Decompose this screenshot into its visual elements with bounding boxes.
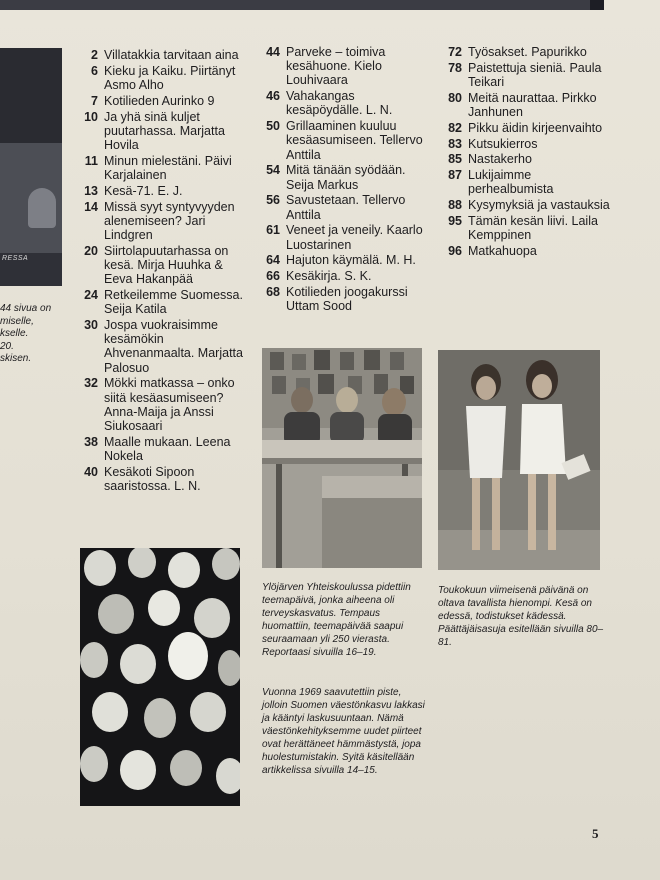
toc-title: Kesäkirja. S. K.	[286, 269, 372, 284]
toc-page-number: 40	[84, 464, 98, 479]
toc-page-number: 82	[448, 120, 462, 135]
toc-page-number: 78	[448, 60, 462, 75]
toc-entry	[72, 244, 252, 287]
toc-entry	[436, 91, 616, 119]
toc-title: Ja yhä sinä kuljet puutarhassa. Marjatta Hovila	[104, 109, 225, 152]
toc-page-number: 85	[448, 152, 462, 167]
toc-entry	[254, 119, 424, 162]
toc-page-number: 54	[266, 163, 280, 178]
toc-title: Kesä-71. E. J.	[104, 183, 183, 198]
toc-entry	[72, 48, 252, 62]
toc-title: Tämän kesän liivi. Laila Kemppinen	[468, 213, 598, 243]
classroom-photo-image	[262, 348, 422, 568]
toc-page-number: 95	[448, 213, 462, 228]
toc-title: Lukijaimme perhealbumista	[468, 168, 554, 197]
toc-title: Kesäkoti Sipoon saaristossa. L. N.	[104, 464, 201, 494]
toc-page-number: 30	[84, 318, 98, 332]
toc-entry	[72, 318, 252, 375]
toc-title: Pikku äidin kirjeenvaihto	[468, 120, 603, 135]
graduation-dress-photo	[438, 350, 600, 570]
toc-entry	[436, 244, 616, 258]
toc-title: Kutsukierros	[468, 136, 538, 151]
toc-title: Kotilieden joogakurssi Uttam Sood	[286, 285, 408, 314]
toc-column-1	[72, 48, 252, 495]
toc-title: Veneet ja veneily. Kaarlo Luostarinen	[286, 223, 423, 252]
toc-entry	[436, 61, 616, 89]
toc-title: Minun mielestäni. Päivi Karjalainen	[104, 153, 232, 182]
toc-page-number: 7	[91, 93, 98, 108]
classroom-caption: Ylöjärven Yhteiskoulussa pidettiin teemapäivä, jonka aiheena oli terveyskasvatus. Tempaus huomattiin, teemapäivää saapui seuraamaan yli 250 vierasta. Reportaasi sivuilla 16–19.	[262, 582, 411, 658]
toc-entry	[254, 269, 424, 283]
toc-title: Kieku ja Kaiku. Piirtänyt Asmo Alho	[104, 63, 236, 92]
toc-entry	[72, 288, 252, 316]
toc-page-number: 38	[84, 434, 98, 449]
toc-page-number: 64	[266, 253, 280, 268]
classroom-photo	[262, 348, 422, 568]
toc-title: Paistettuja sieniä. Paula Teikari	[468, 60, 602, 89]
toc-page-number: 68	[266, 285, 280, 299]
toc-entry	[72, 376, 252, 433]
toc-page-number: 46	[266, 89, 280, 104]
toc-page-number: 56	[266, 193, 280, 208]
graduation-caption: Toukokuun viimeisenä päivänä on oltava tavallista hienompi. Kesä on edessä, todistukset kädessä. Päättäjäisasuja esitellään sivuilla 80–81.	[438, 585, 604, 648]
toc-entry	[436, 137, 616, 151]
toc-entry	[254, 223, 424, 251]
toc-title: Kysymyksiä ja vastauksia	[468, 198, 610, 213]
toc-page-number: 83	[448, 136, 462, 151]
toc-page-number: 80	[448, 90, 462, 105]
top-band-end	[590, 0, 604, 10]
toc-page-number: 88	[448, 198, 462, 213]
toc-entry	[72, 110, 252, 153]
left-photo-figure	[28, 188, 56, 228]
toc-entry	[72, 94, 252, 108]
crowd-photo	[80, 548, 240, 806]
toc-entry	[254, 163, 424, 191]
toc-title: Mökki matkassa – onko siitä kesäasumiseen? Anna-Maija ja Anssi Siukosaari	[104, 376, 235, 434]
toc-page-number: 61	[266, 223, 280, 238]
toc-page-number: 2	[91, 48, 98, 62]
toc-page-number: 6	[91, 63, 98, 78]
toc-entry	[72, 465, 252, 493]
toc-page-number: 66	[266, 269, 280, 284]
toc-title: Matkahuopa	[468, 243, 537, 258]
toc-title: Jospa vuokraisimme kesämökin Ahvenanmaalta. Marjatta Palosuo	[104, 318, 243, 375]
toc-entry	[436, 121, 616, 135]
toc-title: Hajuton käymälä. M. H.	[286, 253, 416, 268]
toc-page-number: 20	[84, 243, 98, 258]
toc-entry	[72, 64, 252, 92]
top-color-band	[0, 0, 600, 10]
toc-column-3	[436, 45, 616, 260]
toc-title: Työsakset. Papurikko	[468, 45, 587, 59]
toc-page-number: 14	[84, 199, 98, 214]
toc-title: Siirtolapuutarhassa on kesä. Mirja Huuhka & Eeva Hakanpää	[104, 243, 229, 287]
toc-entry	[436, 214, 616, 242]
left-photo-label: RESSA	[2, 255, 29, 262]
toc-entry	[254, 45, 424, 88]
toc-page-number: 87	[448, 168, 462, 183]
left-caption: 44 sivua on miselle, kselle. 20. skisen.	[0, 303, 52, 364]
toc-title: Grillaaminen kuuluu kesäasumiseen. Tellervo Anttila	[286, 119, 423, 162]
toc-title: Vahakangas kesäpöydälle. L. N.	[286, 89, 393, 118]
graduation-dress-photo-image	[438, 350, 600, 570]
toc-title: Parveke – toimiva kesähuone. Kielo Louhivaara	[286, 45, 386, 88]
toc-title: Retkeilemme Suomessa. Seija Katila	[104, 288, 243, 317]
toc-page-number: 10	[84, 109, 98, 124]
toc-entry	[72, 154, 252, 182]
toc-entry	[254, 193, 424, 221]
toc-entry	[254, 253, 424, 267]
toc-entry	[254, 285, 424, 313]
toc-page-number: 44	[266, 45, 280, 59]
toc-entry	[436, 152, 616, 166]
toc-entry	[72, 435, 252, 463]
toc-title: Villatakkia tarvitaan aina	[104, 48, 239, 62]
toc-page-number: 72	[448, 45, 462, 59]
crowd-photo-image	[80, 548, 240, 806]
population-caption: Vuonna 1969 saavutettiin piste, jolloin Suomen väestönkasvu lakkasi ja kääntyi laskusuuntaan. Nämä väestönkehityksemme uudet piirteet ovat herättäneet hämmästystä, jopa huolestumistakin. Syitä käsitellään artikkelissa sivuilla 14–15.	[262, 687, 425, 776]
toc-page-number: 11	[84, 153, 98, 168]
left-cropped-photo	[0, 48, 62, 286]
toc-title: Meitä naurattaa. Pirkko Janhunen	[468, 90, 597, 119]
toc-entry	[72, 184, 252, 198]
toc-page-number: 13	[84, 183, 98, 198]
toc-column-2	[254, 45, 424, 315]
toc-page-number: 50	[266, 119, 280, 134]
toc-page-number: 24	[84, 288, 98, 302]
toc-entry	[254, 89, 424, 117]
toc-entry	[436, 45, 616, 59]
toc-entry	[436, 168, 616, 196]
toc-page-number: 96	[448, 243, 462, 258]
toc-entry	[72, 200, 252, 243]
toc-title: Missä syyt syntyvyyden alenemiseen? Jari Lindgren	[104, 199, 235, 242]
toc-title: Nastakerho	[468, 152, 532, 167]
toc-page-number: 32	[84, 376, 98, 391]
toc-title: Savustetaan. Tellervo Anttila	[286, 193, 406, 222]
toc-title: Mitä tänään syödään. Seija Markus	[286, 163, 406, 192]
toc-entry	[436, 198, 616, 212]
page-number: 5	[592, 826, 599, 841]
toc-title: Kotilieden Aurinko 9	[104, 93, 215, 108]
toc-title: Maalle mukaan. Leena Nokela	[104, 434, 231, 464]
